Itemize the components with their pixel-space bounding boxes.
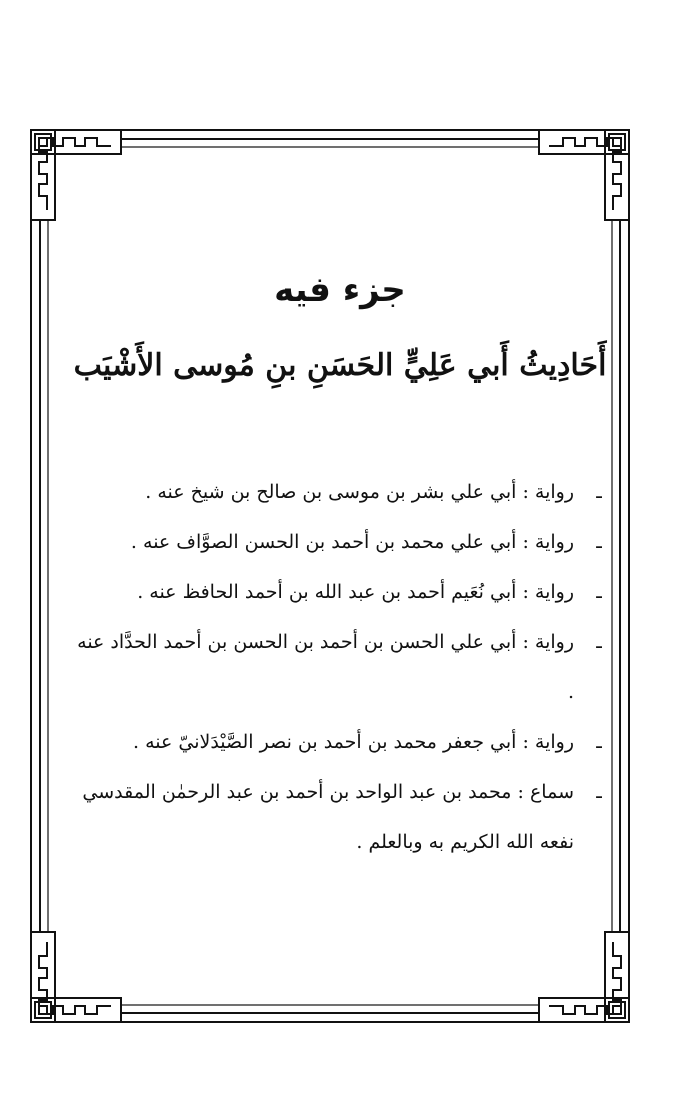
narration-text: رواية : أبي جعفر محمد بن أحمد بن نصر الصَّيْدَلانيّ عنه . bbox=[133, 731, 574, 753]
list-dash: ـ bbox=[596, 631, 602, 653]
list-dash: ـ bbox=[596, 581, 602, 603]
list-dash: ـ bbox=[596, 781, 602, 803]
list-dash: ـ bbox=[596, 531, 602, 553]
page-subtitle: أَحَادِيثُ أَبي عَلِيٍّ الحَسَنِ بنِ مُوسى الأَشْيَب bbox=[73, 348, 607, 383]
corner-ornament-top-right bbox=[539, 130, 629, 220]
narration-item bbox=[70, 467, 610, 517]
narration-text: رواية : أبي علي محمد بن أحمد بن الحسن الصوَّاف عنه . bbox=[130, 531, 574, 553]
narration-list bbox=[70, 467, 610, 867]
narration-item bbox=[70, 767, 610, 867]
list-dash: ـ bbox=[596, 481, 602, 503]
narration-text: رواية : أبي علي بشر بن موسى بن صالح بن شيخ عنه . bbox=[145, 481, 574, 503]
page-content bbox=[70, 270, 610, 867]
narration-item bbox=[70, 617, 610, 717]
narration-item bbox=[70, 517, 610, 567]
narration-text: سماع : محمد بن عبد الواحد بن أحمد بن عبد الرحمٰن المقدسي نفعه الله الكريم به وبالعلم . bbox=[82, 781, 574, 853]
narration-text: رواية : أبي نُعَيم أحمد بن عبد الله بن أحمد الحافظ عنه . bbox=[137, 581, 574, 603]
page-title: جزء فيه bbox=[274, 270, 406, 310]
corner-ornament-bottom-left bbox=[31, 932, 121, 1022]
corner-ornament-top-left bbox=[31, 130, 121, 220]
list-dash: ـ bbox=[596, 731, 602, 753]
corner-ornament-bottom-right bbox=[539, 932, 629, 1022]
narration-item bbox=[70, 717, 610, 767]
narration-text: رواية : أبي علي الحسن بن أحمد بن الحسن بن أحمد الحدَّاد عنه . bbox=[77, 631, 574, 703]
narration-item bbox=[70, 567, 610, 617]
